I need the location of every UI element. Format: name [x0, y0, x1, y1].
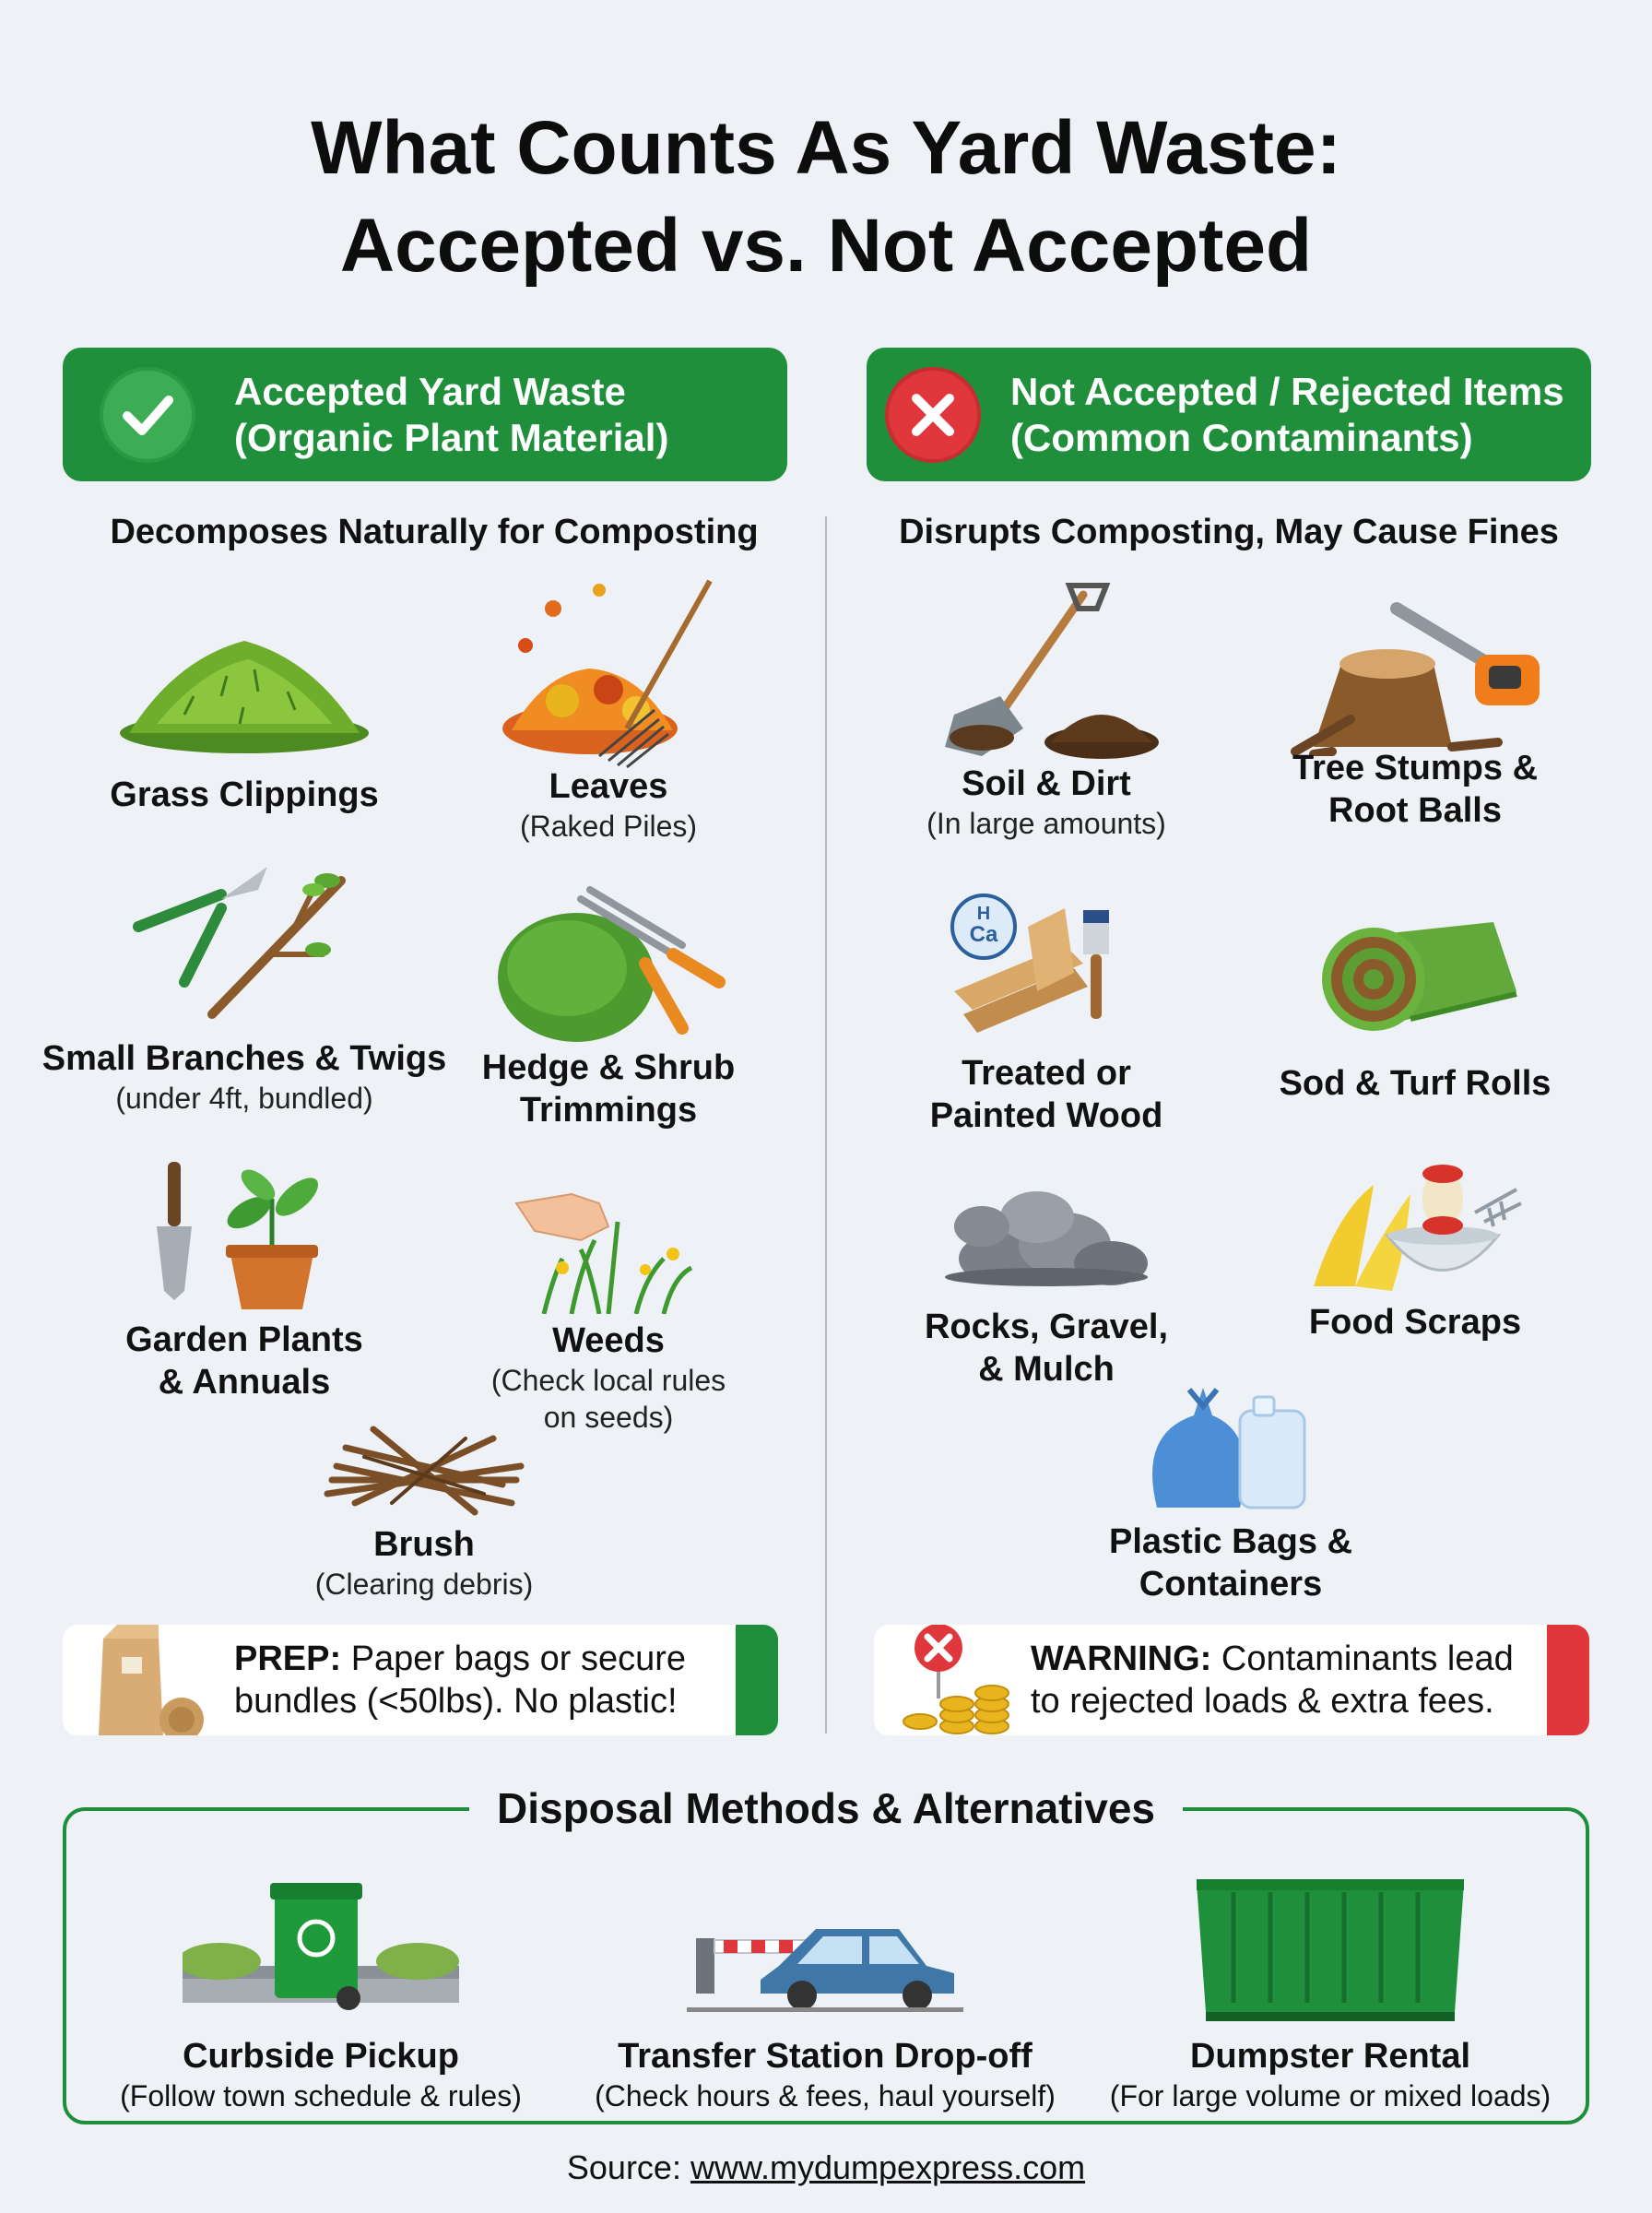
dumpster-icon	[1197, 1874, 1464, 2030]
accepted-header	[63, 348, 787, 481]
item-name: Tree Stumps &	[1292, 749, 1539, 787]
source-line	[0, 2148, 1652, 2187]
item-garden-plants	[92, 1153, 396, 1403]
item-note: (In large amounts)	[926, 807, 1166, 840]
warning-line1: Contaminants lead	[1211, 1639, 1514, 1678]
item-name: Sod & Turf Rolls	[1279, 1064, 1552, 1103]
x-circle-icon	[885, 367, 981, 463]
method-name: Dumpster Rental	[1189, 2037, 1471, 2076]
method-transfer-station	[576, 1874, 1074, 2114]
item-name-2: Containers	[1139, 1565, 1323, 1604]
item-note-2: on seeds)	[543, 1401, 674, 1434]
prep-line1: Paper bags or secure	[341, 1639, 687, 1678]
chem-label-bottom: Ca	[969, 922, 998, 947]
item-name-2: Trimmings	[519, 1091, 698, 1130]
prep-label: PREP:	[234, 1639, 342, 1678]
item-name: Garden Plants	[125, 1320, 363, 1359]
chemical-wood-paintbrush-icon	[936, 890, 1157, 1047]
title-line-2: Accepted vs. Not Accepted	[339, 204, 1313, 288]
item-name-2: & Mulch	[978, 1350, 1115, 1389]
item-tree-stumps	[1263, 590, 1567, 832]
method-name: Curbside Pickup	[183, 2037, 459, 2076]
method-dumpster-rental	[1104, 1874, 1556, 2114]
item-soil-dirt	[908, 576, 1185, 842]
checkmark-icon	[100, 367, 195, 463]
method-name: Transfer Station Drop-off	[618, 2037, 1032, 2076]
item-note: (Clearing debris)	[314, 1568, 534, 1601]
leaves-rake-icon	[489, 572, 728, 775]
item-name-2: & Annuals	[158, 1363, 331, 1402]
item-name: Weeds	[552, 1321, 665, 1360]
prep-line2: bundles (<50lbs). No plastic!	[234, 1682, 678, 1721]
item-name-2: Painted Wood	[929, 1096, 1163, 1135]
item-plastic-bags	[1092, 1379, 1369, 1605]
rejected-header	[867, 348, 1591, 481]
brush-pile-icon	[309, 1402, 539, 1521]
potted-plant-trowel-icon	[138, 1153, 350, 1309]
plastic-bag-jug-icon	[1139, 1379, 1323, 1517]
rejected-subtitle: Disrupts Composting, May Cause Fines	[899, 513, 1559, 551]
column-divider	[825, 516, 827, 1734]
fee-coins-icon	[902, 1625, 1021, 1735]
prep-note	[63, 1625, 778, 1735]
source-link[interactable]: www.mydumpexpress.com	[690, 2148, 1086, 2186]
rejected-header-line2: (Common Contaminants)	[1010, 415, 1473, 459]
item-name: Plastic Bags &	[1109, 1522, 1352, 1561]
item-name: Treated or	[962, 1054, 1131, 1093]
method-note: (Check hours & fees, haul yourself)	[595, 2079, 1056, 2112]
item-name: Rocks, Gravel,	[924, 1308, 1169, 1346]
title-line-1: What Counts As Yard Waste:	[311, 106, 1341, 190]
recycling-bin-icon	[183, 1874, 459, 2012]
item-name: Grass Clippings	[110, 775, 379, 814]
hand-pulling-weeds-icon	[507, 1166, 710, 1314]
page-title	[0, 100, 1652, 295]
item-weeds	[461, 1166, 756, 1436]
food-scraps-icon	[1300, 1157, 1530, 1296]
item-name: Leaves	[549, 767, 668, 806]
item-leaves	[470, 572, 747, 845]
paper-bag-twine-icon	[85, 1625, 214, 1735]
item-rocks-gravel	[908, 1171, 1185, 1391]
car-gate-icon	[687, 1874, 963, 2012]
disposal-methods-title-text: Disposal Methods & Alternatives	[469, 1784, 1183, 1832]
pruner-branch-icon	[129, 853, 360, 1019]
hedge-shears-icon	[489, 881, 728, 1047]
item-note: (Raked Piles)	[519, 810, 698, 843]
item-name-2: Root Balls	[1328, 791, 1502, 830]
item-sod-turf	[1263, 904, 1567, 1105]
grass-pile-icon	[111, 604, 378, 761]
item-brush	[286, 1402, 562, 1603]
warning-label: WARNING:	[1031, 1639, 1212, 1678]
item-name: Hedge & Shrub	[481, 1048, 736, 1087]
method-curbside-pickup	[100, 1874, 542, 2114]
accepted-header-line1: Accepted Yard Waste	[234, 369, 626, 413]
item-small-branches	[37, 853, 452, 1117]
item-hedge-trimmings	[470, 881, 747, 1131]
stump-chainsaw-icon	[1277, 590, 1553, 756]
item-treated-wood	[908, 890, 1185, 1137]
disposal-methods-title	[0, 1783, 1652, 1833]
item-name: Brush	[373, 1525, 475, 1564]
rock-pile-icon	[926, 1171, 1166, 1291]
method-note: (For large volume or mixed loads)	[1109, 2079, 1552, 2112]
shovel-soil-icon	[926, 576, 1166, 761]
item-grass-clippings	[92, 604, 396, 816]
warning-accent-bar	[1547, 1625, 1589, 1735]
accepted-subtitle: Decomposes Naturally for Composting	[110, 513, 759, 551]
prep-accent-bar	[736, 1625, 778, 1735]
item-name: Soil & Dirt	[962, 764, 1131, 803]
warning-note	[874, 1625, 1589, 1735]
item-note: (Check local rules	[490, 1364, 726, 1397]
method-note: (Follow town schedule & rules)	[120, 2079, 522, 2112]
item-food-scraps	[1263, 1157, 1567, 1343]
warning-line2: to rejected loads & extra fees.	[1031, 1682, 1494, 1721]
item-note: (under 4ft, bundled)	[115, 1082, 373, 1115]
rejected-header-line1: Not Accepted / Rejected Items	[1010, 369, 1564, 413]
accepted-header-line2: (Organic Plant Material)	[234, 415, 669, 459]
item-name: Food Scraps	[1308, 1303, 1522, 1342]
chem-label-top: H	[976, 904, 991, 924]
source-label: Source:	[566, 2148, 690, 2186]
item-name: Small Branches & Twigs	[41, 1039, 447, 1078]
sod-roll-icon	[1309, 904, 1521, 1042]
